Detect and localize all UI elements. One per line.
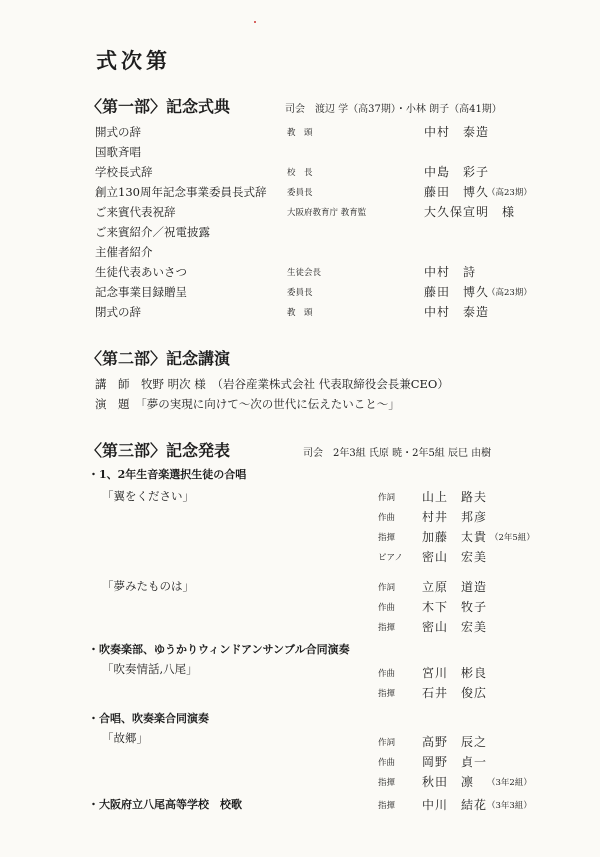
- credit-note: （3年3組）: [487, 801, 532, 811]
- credit-name: 岡野 貞一: [422, 755, 488, 769]
- credit-name: 高野 辰之: [422, 735, 488, 749]
- program-item: 学校長式辞: [95, 165, 153, 179]
- credit-role: 指揮: [378, 801, 396, 811]
- credit-name: 密山 宏美: [422, 550, 488, 564]
- program-item: 創立130周年記念事業委員長式辞: [95, 185, 267, 199]
- program-person: 中村 詩: [424, 265, 477, 279]
- program-item: 国歌斉唱: [95, 145, 141, 159]
- program-item: 開式の辞: [95, 125, 141, 139]
- program-person: 藤田 博久: [424, 185, 490, 199]
- program-role: 大阪府教育庁 教育監: [287, 208, 367, 218]
- song-title: 「翼をください」: [102, 489, 194, 503]
- program-role: 委員長: [287, 188, 313, 198]
- credit-name: 密山 宏美: [422, 620, 488, 634]
- credit-name: 加藤 太貴: [422, 530, 488, 544]
- program-person: 大久保宣明 様: [424, 205, 516, 219]
- part3-heading: 〈第三部〉記念発表: [86, 441, 231, 460]
- program-item: 閉式の辞: [95, 305, 141, 319]
- credit-role: 指揮: [378, 533, 396, 543]
- part1-hosts: 司会 渡辺 学（高37期）・小林 朗子（高41期）: [285, 104, 502, 115]
- program-item: 主催者紹介: [95, 245, 153, 259]
- program-role: 生徒会長: [287, 268, 322, 278]
- credit-role: 指揮: [378, 689, 396, 699]
- credit-name: 村井 邦彦: [422, 510, 488, 524]
- credit-role: 作詞: [378, 738, 396, 748]
- program-note: （高23期）: [487, 188, 532, 198]
- part1-heading: 〈第一部〉記念式典: [86, 97, 231, 116]
- program-person: 藤田 博久: [424, 285, 490, 299]
- credit-role: 作曲: [378, 758, 396, 768]
- program-person: 中島 彩子: [424, 165, 490, 179]
- part2-heading: 〈第二部〉記念講演: [86, 349, 231, 368]
- song-title: 「故郷」: [102, 731, 148, 745]
- credit-name: 中川 結花: [422, 798, 488, 812]
- credit-note: （2年5組）: [490, 533, 535, 543]
- credit-role: 作曲: [378, 513, 396, 523]
- credit-name: 立原 道造: [422, 580, 488, 594]
- credit-role: 作曲: [378, 669, 396, 679]
- song-title: 「吹奏情話,八尾」: [102, 662, 198, 676]
- credit-name: 山上 路夫: [422, 490, 488, 504]
- program-item: 生徒代表あいさつ: [95, 265, 187, 279]
- performance-group: ・1、2年生音楽選択生徒の合唱: [88, 468, 247, 481]
- credit-role: 作曲: [378, 603, 396, 613]
- program-role: 教 頭: [287, 128, 313, 138]
- performance-group: ・吹奏楽部、ゆうかりウィンドアンサンブル合同演奏: [88, 643, 350, 656]
- program-role: 校 長: [287, 168, 313, 178]
- song-title: 「夢みたものは」: [102, 579, 194, 593]
- credit-role: 指揮: [378, 778, 396, 788]
- program-item: ご来賓紹介／祝電披露: [95, 225, 210, 239]
- program-role: 教 頭: [287, 308, 313, 318]
- credit-role: 作詞: [378, 493, 396, 503]
- credit-name: 石井 俊広: [422, 686, 488, 700]
- performance-group: ・合唱、吹奏楽合同演奏: [88, 712, 209, 725]
- credit-note: （3年2組）: [487, 778, 532, 788]
- credit-name: 宮川 彬良: [422, 666, 488, 680]
- credit-role: 作詞: [378, 583, 396, 593]
- program-person: 中村 泰造: [424, 125, 490, 139]
- credit-name: 秋田 凛: [422, 775, 475, 789]
- program-person: 中村 泰造: [424, 305, 490, 319]
- credit-role: ピアノ: [378, 553, 403, 563]
- theme-line: 演 題 「夢の実現に向けて～次の世代に伝えたいこと～」: [95, 397, 400, 411]
- red-mark: [254, 21, 256, 23]
- credit-role: 指揮: [378, 623, 396, 633]
- part3-hosts: 司会 2年3組 氏原 暁・2年5組 辰巳 由樹: [303, 448, 492, 459]
- program-note: （高23期）: [487, 288, 532, 298]
- program-role: 委員長: [287, 288, 313, 298]
- credit-name: 木下 牧子: [422, 600, 488, 614]
- page-title: 式次第: [96, 48, 171, 73]
- program-item: 記念事業目録贈呈: [95, 285, 187, 299]
- lecturer-line: 講 師 牧野 明次 様 （岩谷産業株式会社 代表取締役会長兼CEO）: [95, 377, 449, 391]
- performance-group: ・大阪府立八尾高等学校 校歌: [88, 798, 242, 811]
- program-item: ご来賓代表祝辞: [95, 205, 176, 219]
